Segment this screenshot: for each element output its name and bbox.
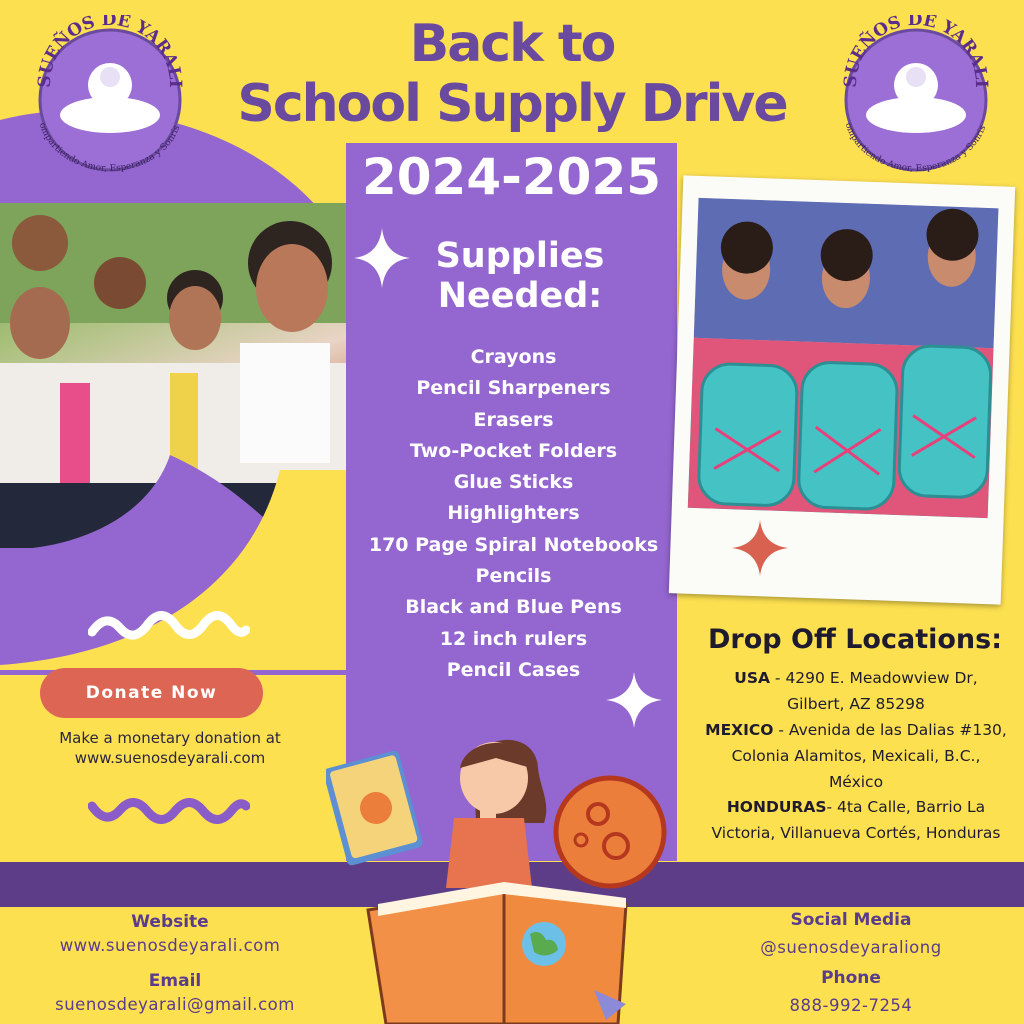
logo-slogan: ompartiendo Amor, Esperanza y Sonris [842,121,989,175]
location-honduras-address-1: - 4ta Calle, Barrio La [826,798,986,816]
location-usa-address-1: - 4290 E. Meadowview Dr, [770,669,978,687]
donate-info-link[interactable]: www.suenosdeyarali.com [74,749,266,767]
donate-info [20,728,320,768]
social-block [726,910,976,957]
phone-block [726,968,976,1015]
globe-icon [522,922,566,966]
logo-emblem [30,15,190,200]
location-mexico-address-3: México [828,772,884,791]
supplies-title-line-1: Supplies [435,236,605,276]
phone-label: Phone [821,968,881,988]
supply-item: Erasers [473,408,554,431]
girl-reading-illustration [326,728,678,1024]
website-label: Website [131,912,209,932]
logo-name: SUEÑOS DE YARALI [840,15,992,89]
supply-item: Pencil Cases [446,658,581,681]
planet-icon [556,778,664,886]
location-mexico-label: MEXICO [705,721,774,739]
location-usa-label: USA [734,669,770,687]
donate-now-button[interactable]: Donate Now [40,668,263,718]
supply-item: 12 inch rulers [439,627,588,650]
phone-number[interactable]: 888-992-7254 [789,996,913,1015]
location-usa [690,666,1022,718]
supply-item: Crayons [470,346,557,368]
website-link[interactable]: www.suenosdeyarali.com [59,936,281,955]
sparkle-icon [732,520,788,576]
location-mexico [690,718,1022,795]
donate-info-line-1: Make a monetary donation at [59,729,281,747]
email-link[interactable]: suenosdeyarali@gmail.com [55,995,295,1014]
social-media-label: Social Media [790,910,912,930]
location-mexico-address-1: - Avenida de las Dalias #130, [773,721,1007,739]
year-label: 2024-2025 [361,148,662,206]
children-backpacks-photo [688,198,999,518]
title-line-2: School Supply Drive [237,74,787,134]
location-honduras-address-2: Victoria, Villanueva Cortés, Honduras [711,823,1001,842]
location-usa-address-2: Gilbert, AZ 85298 [787,694,925,713]
supply-item: 170 Page Spiral Notebooks [368,533,659,556]
supplies-title [410,236,630,316]
logo-slogan: ompartiendo Amor, Esperanza y Sonris [36,121,183,175]
sparkle-icon [354,228,410,288]
supply-item: Pencils [475,565,552,588]
drop-off-title: Drop Off Locations: [707,624,1002,655]
supply-item: Glue Sticks [453,471,574,494]
location-honduras [690,795,1022,847]
social-media-handle[interactable]: @suenosdeyaraliong [760,938,942,957]
polaroid-photo-frame [669,175,1015,604]
logo-emblem [836,15,996,200]
supplies-list [346,342,681,686]
logo-name: SUEÑOS DE YARALI [34,15,186,89]
supply-item: Pencil Sharpeners [416,377,611,400]
purple-curve-decoration [0,470,350,670]
children-backpacks-illustration [688,198,999,518]
logo-left [30,15,190,200]
title-line-1: Back to [409,14,615,74]
email-label: Email [148,971,202,991]
supply-item: Highlighters [447,502,580,525]
supply-item: Black and Blue Pens [405,596,622,619]
sparkle-icon [606,672,662,728]
location-mexico-address-2: Colonia Alamitos, Mexicali, B.C., [731,746,981,765]
wave-icon [88,796,250,826]
supply-item: Two-Pocket Folders [409,439,618,462]
logo-right [836,15,996,200]
book-icon [326,750,424,867]
location-honduras-label: HONDURAS [726,798,827,816]
website-block [40,912,300,955]
email-block [40,971,310,1014]
wave-icon [88,610,250,640]
supplies-title-line-2: Needed: [437,276,603,316]
